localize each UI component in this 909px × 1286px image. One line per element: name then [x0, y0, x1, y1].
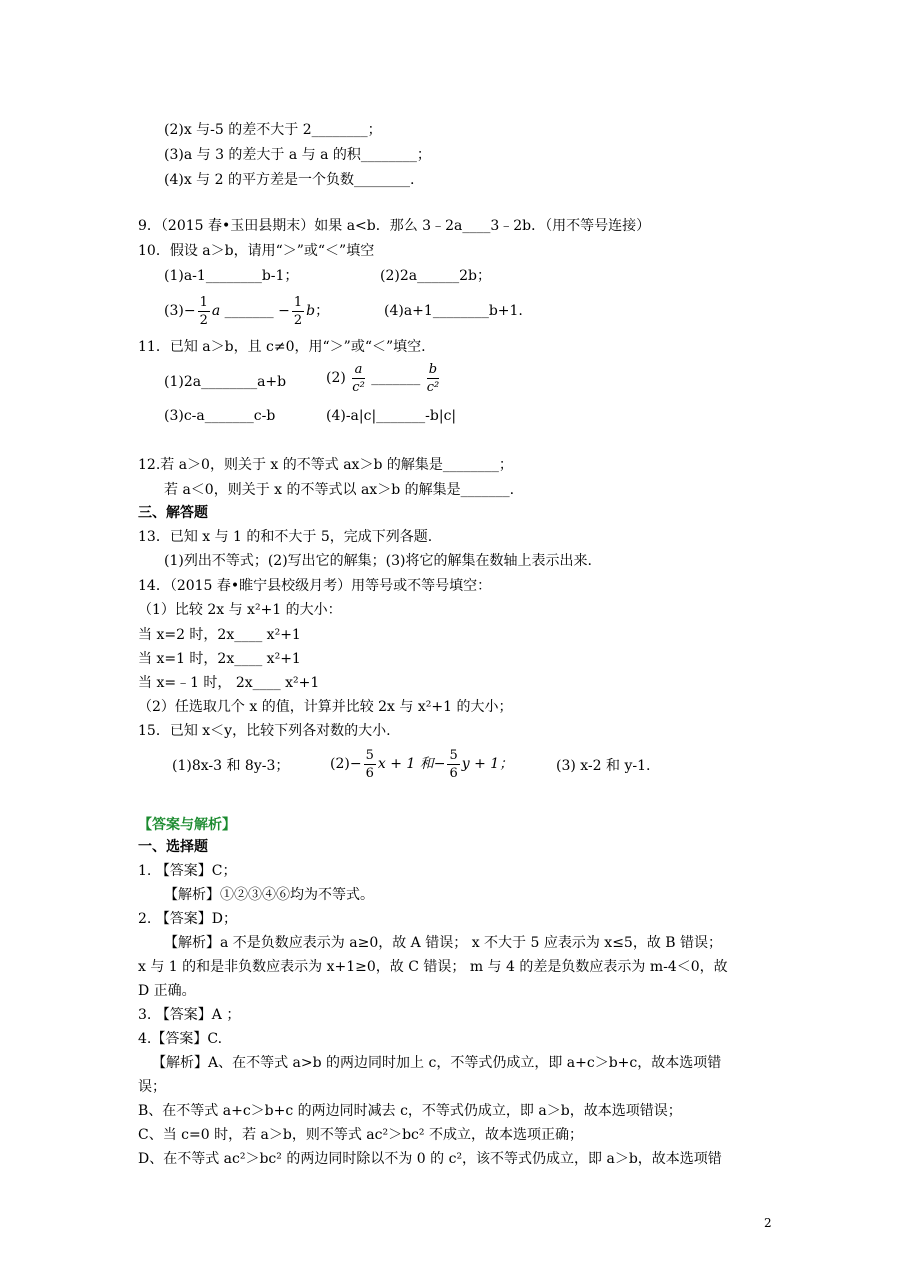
question-14-case-x1: 当 x=1 时，2x____ x²+1: [138, 651, 301, 667]
fraction-a-over-c2: [352, 363, 365, 394]
variable-a: a: [211, 303, 221, 319]
question-10: 10．假设 a＞b，请用“＞”或“＜”填空: [138, 243, 375, 259]
fraction-five-sixth: [364, 749, 376, 780]
line-sub3: (3)a 与 3 的差大于 a 与 a 的积________；: [164, 147, 431, 163]
question-14: 14．（2015 春•睢宁县校级月考）用等号或不等号填空：: [138, 578, 492, 594]
part-label: (2): [330, 756, 350, 772]
fraction-numerator: 5: [449, 747, 458, 763]
fraction-numerator: 1: [293, 294, 303, 310]
fraction-denominator: c²: [426, 379, 440, 395]
question-14-part2: （2）任选取几个 x 的值，计算并比较 2x 与 x²+1 的大小；: [138, 699, 513, 715]
answer-4-analysis-1: 【解析】A、在不等式 a>b 的两边同时加上 c，不等式仍成立，即 a+c＞b+c，故本选项错: [152, 1055, 722, 1071]
question-10-part1: (1)a-1________b-1；: [164, 268, 299, 284]
question-10-part3: (3)− $\frac{1}{2}$ a _______ − $\frac{1}{2}$ b；: [164, 294, 330, 328]
question-9: 9．（2015 春•玉田县期末）如果 a<b．那么 3﹣2a____3﹣2b．（用不等号连接）: [138, 218, 651, 234]
fraction-five-sixth: [447, 749, 459, 780]
answer-4-analysis-2: 误；: [138, 1079, 166, 1095]
question-12-b: 若 a＜0，则关于 x 的不等式以 ax＞b 的解集是_______.: [164, 482, 515, 498]
fraction-half: [198, 296, 210, 327]
question-11-part2: [326, 358, 441, 398]
answer-3: 3. 【答案】A ；: [138, 1007, 241, 1023]
minus-sign: −: [349, 756, 362, 772]
expression-x-plus-1: x + 1 和: [377, 756, 434, 772]
answer-blank: _______: [371, 370, 421, 386]
question-14-case-xneg1: 当 x=﹣1 时， 2x____ x²+1: [138, 675, 320, 691]
answer-4-analysis-5: D、在不等式 ac²＞bc² 的两边同时除以不为 0 的 c²，该不等式仍成立，即 a＞b，故本选项错: [138, 1151, 722, 1167]
minus-sign: −: [433, 756, 446, 772]
question-14-case-x2: 当 x=2 时，2x____ x²+1: [138, 627, 301, 643]
fraction-numerator: 5: [365, 747, 374, 763]
question-13-tasks: (1)列出不等式；(2)写出它的解集；(3)将它的解集在数轴上表示出来.: [164, 553, 592, 569]
section-heading-1: 一、选择题: [138, 839, 208, 855]
question-11-part3: (3)c-a_______c-b: [164, 408, 276, 424]
fraction-half: [292, 296, 304, 327]
minus-sign: −: [278, 303, 290, 319]
answer-1-analysis: 【解析】①②③④⑥均为不等式。: [164, 887, 374, 903]
expression-y-plus-1: y + 1；: [461, 756, 514, 772]
question-11-part4: (4)-a|c|_______-b|c|: [326, 408, 457, 424]
question-10-part2: (2)2a______2b；: [380, 268, 491, 284]
answer-2: 2. 【答案】D；: [138, 911, 238, 927]
answer-4: 4.【答案】C.: [138, 1031, 223, 1047]
section-heading-3: 三、解答题: [138, 505, 208, 521]
page-number: 2: [764, 1216, 772, 1230]
line-sub4: (4)x 与 2 的平方差是一个负数________.: [164, 172, 415, 188]
question-11: 11．已知 a＞b，且 c≠0，用“＞”或“＜”填空.: [138, 339, 426, 355]
question-15: 15．已知 x＜y，比较下列各对数的大小.: [138, 723, 391, 739]
variable-b: b: [306, 303, 316, 319]
part-label: (2): [326, 370, 346, 386]
fraction-denominator: 6: [449, 765, 458, 781]
fraction-b-over-c2: [427, 363, 440, 394]
answers-heading: 【答案与解析】: [138, 817, 236, 833]
fraction-denominator: 2: [199, 312, 208, 328]
answer-blank: _______: [224, 303, 274, 319]
question-13: 13．已知 x 与 1 的和不大于 5，完成下列各题.: [138, 529, 433, 545]
fraction-denominator: 2: [293, 312, 303, 328]
answer-4-analysis-3: B、在不等式 a+c＞b+c 的两边同时减去 c，不等式仍成立，即 a＞b，故本选项错误；: [138, 1103, 682, 1119]
fraction-denominator: c²: [352, 379, 365, 395]
fraction-numerator: a: [352, 363, 365, 379]
fraction-numerator: 1: [199, 294, 208, 310]
fraction-denominator: 6: [365, 765, 374, 781]
answer-4-analysis-4: C、当 c=0 时，若 a＞b，则不等式 ac²＞bc² 不成立，故本选项正确；: [138, 1127, 583, 1143]
line-sub2: (2)x 与-5 的差不大于 2________；: [164, 122, 382, 138]
answer-2-analysis-2: x 与 1 的和是非负数应表示为 x+1≥0，故 C 错误； m 与 4 的差是负数应表示为 m-4＜0，故: [138, 959, 728, 975]
question-12-a: 12.若 a＞0，则关于 x 的不等式 ax＞b 的解集是________；: [138, 457, 513, 473]
answer-2-analysis-1: 【解析】a 不是负数应表示为 a≥0，故 A 错误； x 不大于 5 应表示为 x≤5，故 B 错误；: [164, 935, 723, 951]
answer-1: 1. 【答案】C；: [138, 863, 237, 879]
minus-sign: −: [183, 303, 196, 319]
answer-2-analysis-3: D 正确。: [138, 983, 196, 999]
part-label: (3): [164, 303, 184, 319]
question-15-part1: (1)8x-3 和 8y-3；: [172, 758, 290, 774]
question-11-part1: (1)2a________a+b: [164, 374, 287, 390]
fraction-numerator: b: [427, 363, 440, 379]
question-15-part2: [330, 742, 513, 786]
question-10-part4: (4)a+1________b+1.: [384, 303, 523, 319]
question-15-part3: (3) x-2 和 y-1.: [556, 758, 651, 774]
question-14-part1: （1）比较 2x 与 x²+1 的大小：: [138, 602, 342, 618]
